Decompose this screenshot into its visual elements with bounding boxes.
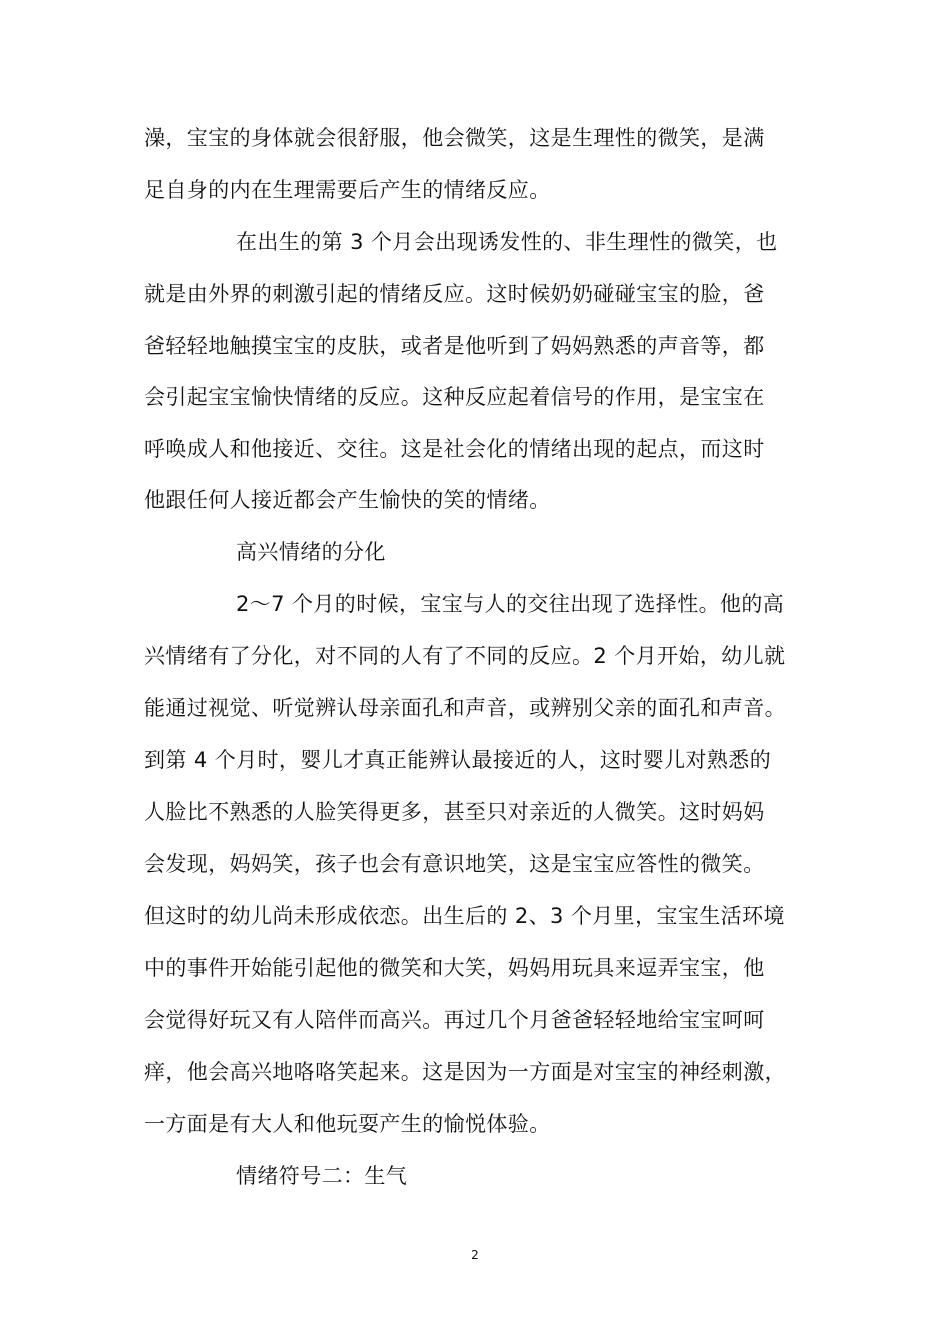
section-heading: 高兴情绪的分化 <box>236 540 386 564</box>
text-line: 能通过视觉、听觉辨认母亲面孔和声音，或辨别父亲的面孔和声音。 <box>144 696 786 720</box>
text-line: 但这时的幼儿尚未形成依恋。出生后的 2、3 个月里，宝宝生活环境 <box>144 904 785 928</box>
text-line: 一方面是有大人和他玩耍产生的愉悦体验。 <box>144 1112 551 1136</box>
text-line: 呼唤成人和他接近、交往。这是社会化的情绪出现的起点，而这时 <box>144 437 765 461</box>
text-line: 痒，他会高兴地咯咯笑起来。这是因为一方面是对宝宝的神经刺激， <box>144 1060 786 1084</box>
page-number: 2 <box>471 1248 479 1262</box>
text-line: 中的事件开始能引起他的微笑和大笑，妈妈用玩具来逗弄宝宝，他 <box>144 956 765 980</box>
text-line: 人脸比不熟悉的人脸笑得更多，甚至只对亲近的人微笑。这时妈妈 <box>144 800 765 824</box>
text-line: 澡，宝宝的身体就会很舒服，他会微笑，这是生理性的微笑，是满 <box>144 126 765 150</box>
paragraph-first-line: 在出生的第 3 个月会出现诱发性的、非生理性的微笑，也 <box>236 230 778 254</box>
text-line: 会觉得好玩又有人陪伴而高兴。再过几个月爸爸轻轻地给宝宝呵呵 <box>144 1008 765 1032</box>
text-line: 到第 4 个月时，婴儿才真正能辨认最接近的人，这时婴儿对熟悉的 <box>144 748 772 772</box>
text-line: 会引起宝宝愉快情绪的反应。这种反应起着信号的作用，是宝宝在 <box>144 385 765 409</box>
text-line: 他跟任何人接近都会产生愉快的笑的情绪。 <box>144 488 551 512</box>
section-heading: 情绪符号二：生气 <box>236 1164 408 1188</box>
paragraph-first-line: 2～7 个月的时候，宝宝与人的交往出现了选择性。他的高 <box>236 592 785 616</box>
text-line: 爸轻轻地触摸宝宝的皮肤，或者是他听到了妈妈熟悉的声音等，都 <box>144 334 765 358</box>
text-line: 足自身的内在生理需要后产生的情绪反应。 <box>144 178 551 202</box>
text-line: 兴情绪有了分化，对不同的人有了不同的反应。2 个月开始，幼儿就 <box>144 644 786 668</box>
text-line: 就是由外界的刺激引起的情绪反应。这时候奶奶碰碰宝宝的脸，爸 <box>144 282 765 306</box>
text-line: 会发现，妈妈笑，孩子也会有意识地笑，这是宝宝应答性的微笑。 <box>144 852 765 876</box>
